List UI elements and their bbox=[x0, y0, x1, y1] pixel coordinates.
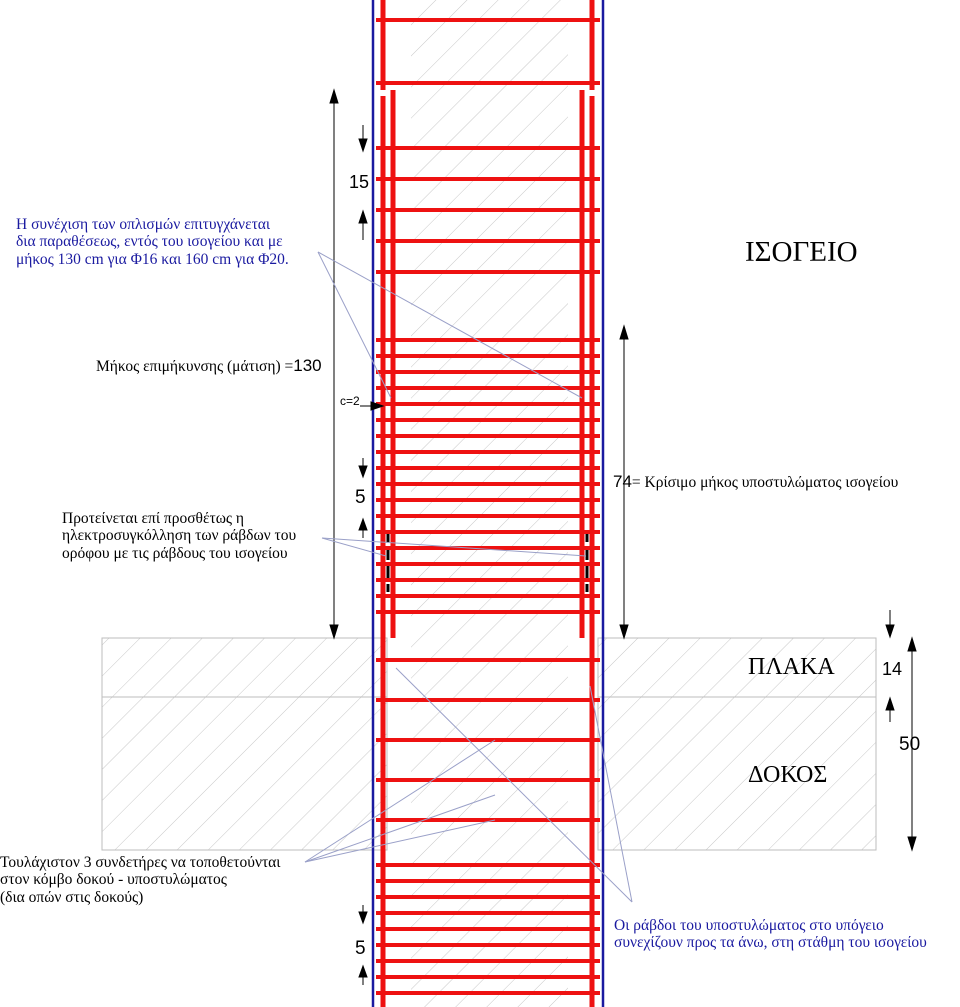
beam-arrow-bottom bbox=[908, 837, 916, 850]
critical-length-text: = Κρίσιμο μήκος υποστυλώματος ισογείου bbox=[631, 474, 899, 491]
lap-splice-note-line: Η συνέχιση των οπλισμών επιτυγχάνεται bbox=[16, 216, 271, 233]
spacing-5-arrow-top bbox=[359, 466, 367, 477]
spacing-5-basement-label: 5 bbox=[355, 938, 366, 959]
spacing-5-arrow-bottom bbox=[359, 519, 367, 530]
slab-thickness-label: 14 bbox=[882, 659, 903, 679]
basement-bars-note-line: συνεχίζουν προς τα άνω, στη στάθμη του ισογείου bbox=[614, 934, 927, 952]
splice-length-label bbox=[96, 356, 322, 375]
lap-splice-note-line: δια παραθέσεως, εντός του ισογείου και με bbox=[16, 233, 283, 251]
splice-length-text: Μήκος επιμήκυνσης (μάτιση) = bbox=[96, 358, 294, 375]
splice-length-value: 130 bbox=[293, 356, 322, 375]
beam-height-label: 50 bbox=[899, 734, 921, 755]
lap-splice-note bbox=[16, 216, 289, 268]
critical-length-value: 74 bbox=[613, 472, 632, 491]
node-ties-note bbox=[0, 854, 280, 906]
cover-label: c=2 bbox=[340, 394, 360, 408]
slab-beam-left-concrete bbox=[102, 638, 387, 850]
node-ties-note-line: (δια οπών στις δοκούς) bbox=[0, 888, 144, 906]
lap-splice-note-line: μήκος 130 cm για Φ16 και 160 cm για Φ20. bbox=[16, 250, 289, 268]
splice-length-arrow-bottom bbox=[330, 625, 338, 638]
spacing-15-arrow-bottom bbox=[359, 211, 367, 223]
node-ties-note-line: στον κόμβο δοκού - υποστυλώματος bbox=[0, 871, 227, 889]
welding-note-line: ηλεκτροσυγκόλληση των ράβδων του bbox=[62, 527, 297, 545]
critical-length-arrow-bottom bbox=[620, 625, 628, 638]
splice-length-arrow-top bbox=[330, 90, 338, 103]
spacing-5-label: 5 bbox=[355, 487, 366, 508]
column-concrete bbox=[411, 0, 568, 1007]
welding-note bbox=[62, 510, 296, 562]
spacing-15-arrow-top bbox=[359, 139, 367, 151]
ground-floor-label: ΙΣΟΓΕΙΟ bbox=[745, 236, 858, 268]
spacing-15-label: 15 bbox=[349, 172, 370, 192]
slab-label: ΠΛΑΚΑ bbox=[748, 654, 835, 680]
basement-bars-note-line: Οι ράβδοι του υποστυλώματος στο υπόγειο bbox=[614, 917, 884, 934]
slab-arrow-top bbox=[886, 625, 894, 637]
welding-note-line: ορόφου με τις ράβδους του ισογείου bbox=[62, 544, 288, 562]
spacing-5b-arrow-bottom bbox=[359, 966, 367, 977]
slab-arrow-bottom bbox=[886, 698, 894, 710]
basement-bars-note bbox=[614, 917, 927, 952]
critical-length-arrow-top bbox=[620, 326, 628, 339]
beam-arrow-top bbox=[908, 638, 916, 651]
node-ties-note-line: Τουλάχιστον 3 συνδετήρες να τοποθετούνται bbox=[0, 854, 281, 871]
welding-note-line: Προτείνεται επί προσθέτως η bbox=[62, 510, 245, 527]
critical-length-label bbox=[613, 472, 898, 491]
beam-label: ΔΟΚΟΣ bbox=[748, 762, 828, 788]
spacing-5b-arrow-top bbox=[359, 912, 367, 923]
